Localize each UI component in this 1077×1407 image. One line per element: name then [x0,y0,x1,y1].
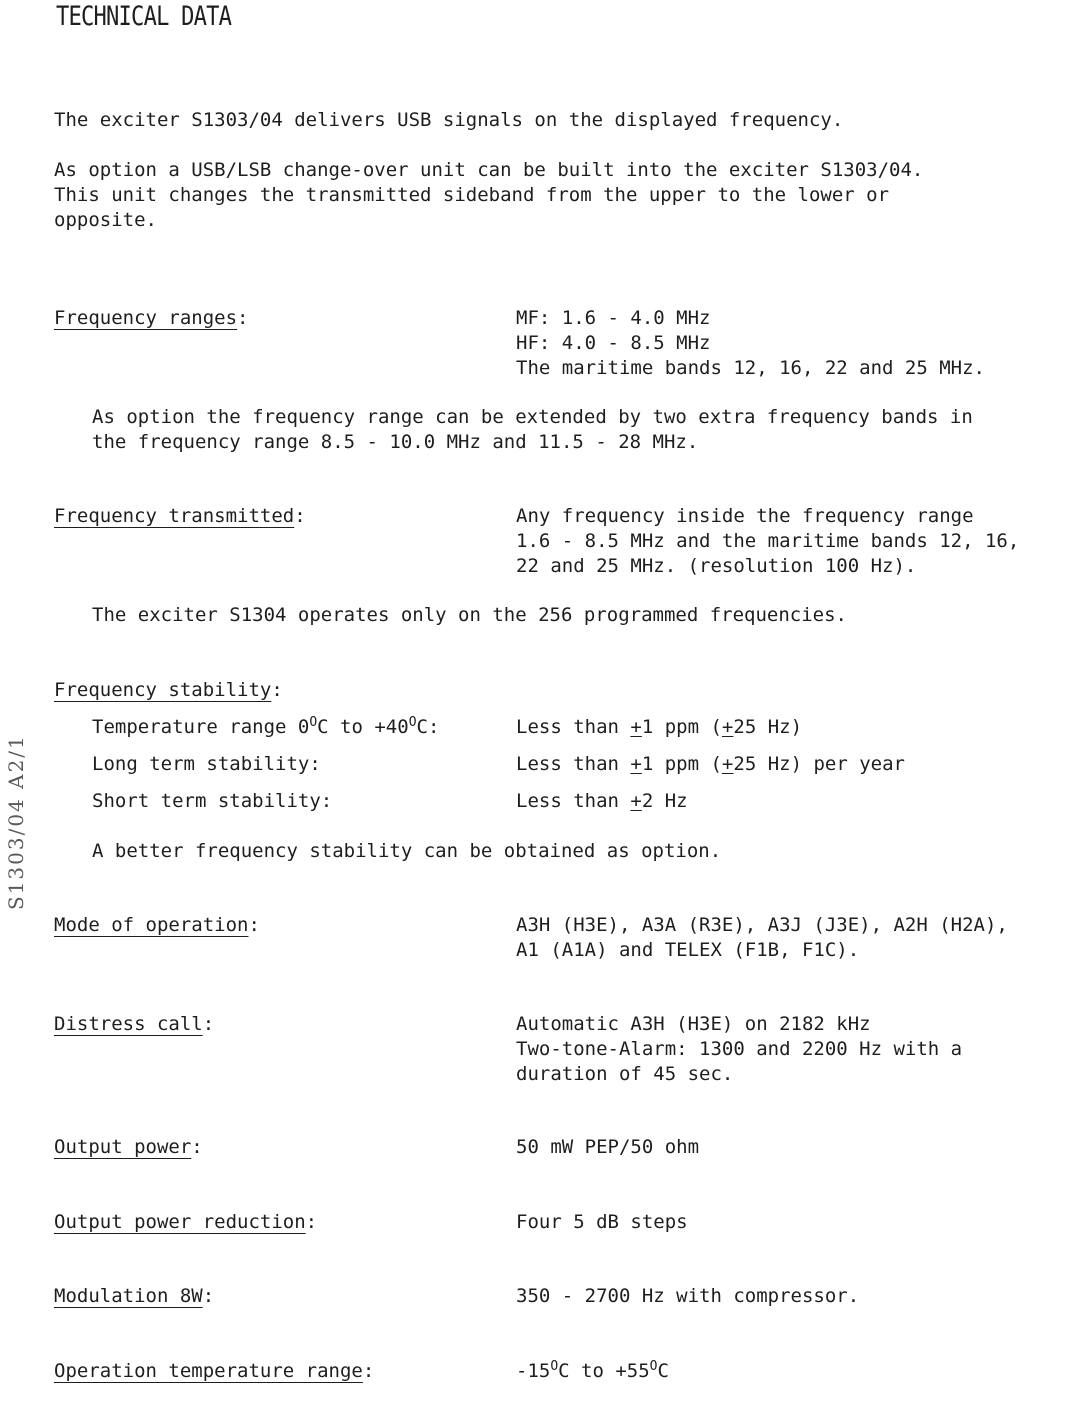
short-term-label: Short term stability: [92,790,333,812]
short-term-value: Less than +2 Hz [516,790,688,812]
freq-transmitted-line-2: 1.6 - 8.5 MHz and the maritime bands 12, 16, [516,530,1020,552]
intro-paragraph-2-line-2: This unit changes the transmitted sideband from the upper to the lower or [54,184,890,206]
freq-stability-label: Frequency stability: [54,679,283,701]
mode-line-1: A3H (H3E), A3A (R3E), A3J (J3E), A2H (H2A), [516,914,1008,936]
distress-line-1: Automatic A3H (H3E) on 2182 kHz [516,1013,871,1035]
freq-ranges-maritime: The maritime bands 12, 16, 22 and 25 MHz. [516,357,985,379]
freq-transmitted-line-3: 22 and 25 MHz. (resolution 100 Hz). [516,555,917,577]
modulation-value: 350 - 2700 Hz with compressor. [516,1285,860,1307]
mode-label: Mode of operation: [54,914,260,936]
intro-paragraph-2-line-1: As option a USB/LSB change-over unit can be built into the exciter S1303/04. [54,159,924,181]
temp-range-value: Less than +1 ppm (+25 Hz) [516,716,803,738]
freq-transmitted-line-1: Any frequency inside the frequency range [516,505,974,527]
freq-ranges-hf: HF: 4.0 - 8.5 MHz [516,332,711,354]
freq-stability-note: A better frequency stability can be obtained as option. [92,840,722,862]
distress-label: Distress call: [54,1013,215,1035]
intro-paragraph-2-line-3: opposite. [54,209,157,231]
freq-ranges-label: Frequency ranges: [54,307,249,329]
freq-transmitted-label: Frequency transmitted: [54,505,306,527]
freq-ranges-note-line-1: As option the frequency range can be extended by two extra frequency bands in [92,406,973,428]
modulation-label: Modulation 8W: [54,1285,215,1307]
op-temp-value: $-15^OC$ to $+55^OC$ [516,1359,669,1382]
intro-paragraph-1: The exciter S1303/04 delivers USB signals on the displayed frequency. [54,109,844,131]
distress-line-3: duration of 45 sec. [516,1063,734,1085]
freq-ranges-mf: MF: 1.6 - 4.0 MHz [516,307,711,329]
long-term-value: Less than +1 ppm (+25 Hz) per year [516,753,905,775]
power-reduction-value: Four 5 dB steps [516,1211,688,1233]
output-power-value: 50 mW PEP/50 ohm [516,1136,700,1158]
output-power-label: Output power: [54,1136,203,1158]
freq-transmitted-note: The exciter S1304 operates only on the 256 programmed frequencies. [92,604,847,626]
mode-line-2: A1 (A1A) and TELEX (F1B, F1C). [516,939,860,961]
temp-range-label: Temperature range $0^OC$ to $+40^OC$: [92,715,440,738]
page-title: TECHNICAL DATA [56,1,232,32]
long-term-label: Long term stability: [92,753,321,775]
freq-ranges-note-line-2: the frequency range 8.5 - 10.0 MHz and 11.5 - 28 MHz. [92,431,699,453]
op-temp-label: Operation temperature range: [54,1360,375,1382]
side-document-code: S1303/04 A2/1 [4,734,28,910]
distress-line-2: Two-tone-Alarm: 1300 and 2200 Hz with a [516,1038,963,1060]
power-reduction-label: Output power reduction: [54,1211,318,1233]
